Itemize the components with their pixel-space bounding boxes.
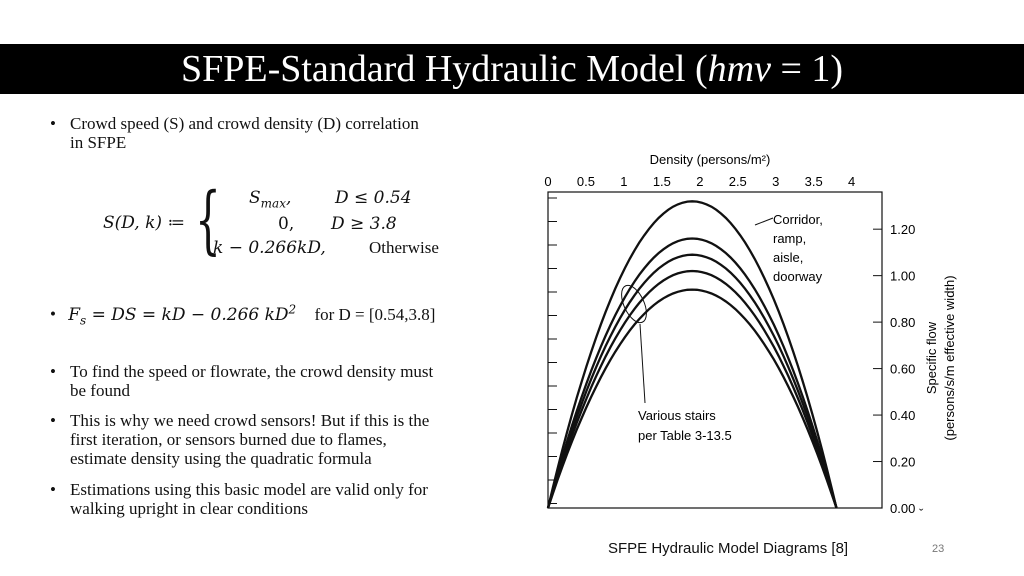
formula-lhs: S(D, k) ≔ [103,213,186,233]
plot-frame [548,192,882,508]
y-tick-labels [890,222,915,516]
curves [548,201,837,508]
bullet-dot: • [50,114,56,133]
flow-curve [548,255,837,508]
x-tick-label: 0.5 [576,174,595,189]
page-number: 23 [932,543,945,555]
slide-title: SFPE-Standard Hydraulic Model (hmv = 1) [180,48,844,90]
svg-text:aisle,: aisle, [773,250,804,265]
flow-formula: • $F_s$ = DS = kD − 0.266 $kD^2$ for D = [0.54,3.8] [50,302,436,328]
x-tick-label: 2.5 [728,174,747,189]
flow-curve [548,290,837,508]
formula-cond-3: Otherwise [369,238,439,257]
bullet-text: Estimations using this basic model are valid only for [70,480,428,499]
flow-density-chart [538,148,978,528]
left-ticks [548,198,557,504]
y-tick-label: 0.40 [890,408,916,424]
corridor-leader [755,218,773,225]
figure-caption: SFPE Hydraulic Model Diagrams [8] [608,540,849,557]
y-tick-label: 1.20 [890,222,916,238]
y-tick-label: 0.20 [890,454,916,470]
bullet-text: walking upright in clear conditions [70,499,308,518]
bullet-text: be found [70,381,130,400]
x-tick-label: 1.5 [652,174,671,189]
bullet-text: in SFPE [70,133,127,152]
bullet-text: estimate density using the quadratic formula [70,449,372,468]
right-ticks [873,229,882,508]
svg-text:ramp,: ramp, [773,231,807,246]
svg-text:per Table 3-13.5: per Table 3-13.5 [638,428,732,443]
formula-row-1: $S_{max}$, [249,188,292,211]
axis-end-mark: ˇ [919,506,924,521]
svg-text:Various stairs: Various stairs [638,408,716,423]
y-tick-label: 0.60 [890,361,916,377]
bullet-text: To find the speed or flowrate, the crowd density must [70,362,434,381]
formula-row-2: 0, [278,214,295,234]
corridor-annotation [755,212,823,284]
y-axis-label: Specific flow (persons/s/m effective width) [924,275,957,441]
stairs-leader [640,324,645,403]
formula-cond-1: D ≤ 0.54 [335,188,412,208]
x-axis-label: Density (persons/m²) [649,152,771,167]
flow-formula-range: for D = [0.54,3.8] [314,304,436,324]
x-tick-label: 0 [544,174,552,189]
bullet-text: This is why we need crowd sensors! But if this is the [70,411,430,430]
x-tick-label: 4 [848,174,856,189]
svg-text:doorway: doorway [773,269,823,284]
y-tick-label: 0.00 [890,501,916,516]
formula-row-3: k − 0.266kD, [213,238,326,258]
formula-brace: { [195,177,221,263]
x-tick-label: 3.5 [804,174,823,189]
piecewise-formula [103,177,503,266]
flow-curve [548,201,837,508]
svg-text:Corridor,: Corridor, [773,212,823,227]
stairs-annotation [616,282,731,443]
bullet-text: first iteration, or sensors burned due to flames, [70,430,387,449]
formula-cond-2: D ≥ 3.8 [331,214,397,234]
bullet-text: Crowd speed (S) and crowd density (D) correlation [70,114,419,133]
chart-svg [538,148,978,528]
title-bar [0,44,1024,94]
x-tick-label: 1 [620,174,628,189]
y-tick-label: 0.80 [890,315,916,331]
x-tick-label: 2 [696,174,704,189]
x-tick-labels [544,174,855,189]
flow-curve [548,271,837,508]
y-tick-label: 1.00 [890,268,916,284]
x-tick-label: 3 [772,174,780,189]
